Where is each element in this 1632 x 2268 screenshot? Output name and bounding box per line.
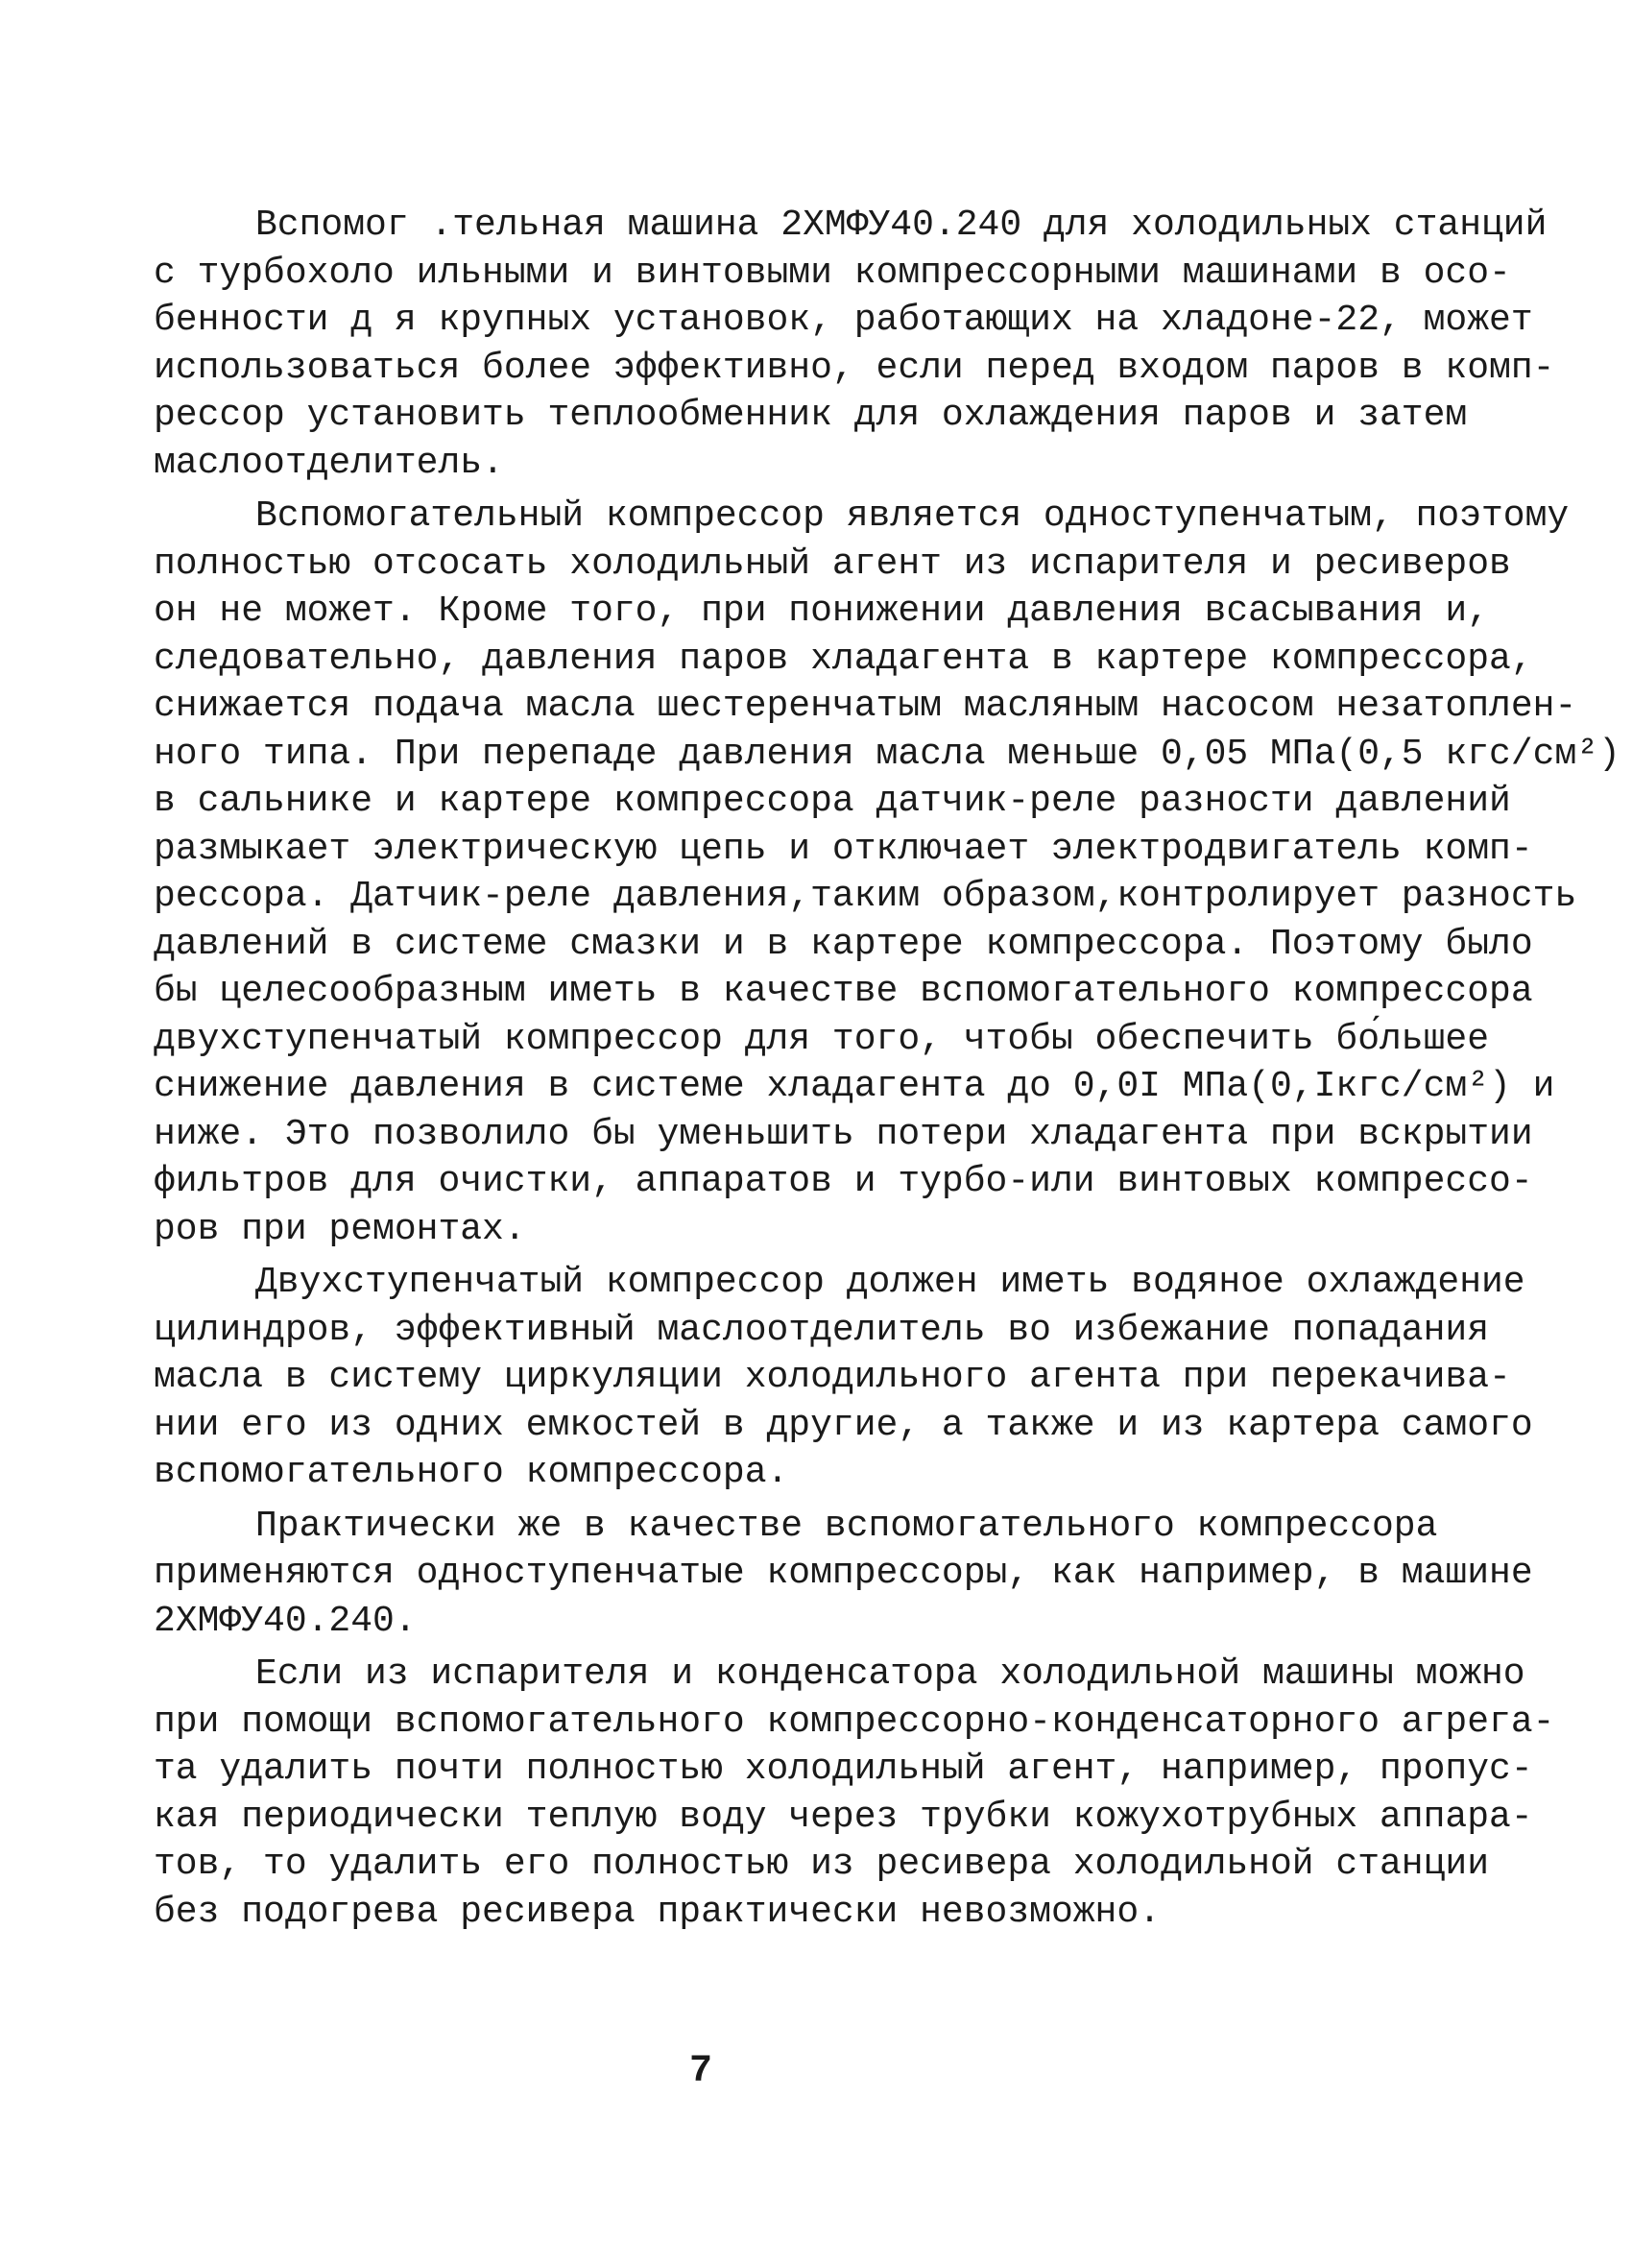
document-body [154,202,1620,1942]
text-line: в сальнике и картере компрессора датчик-реле разности давлений [154,781,1511,822]
paragraph [154,202,1555,487]
text-line: Двухступенчатый компрессор должен иметь водяное охлаждение [255,1262,1525,1303]
text-line: 2ХМФУ40.240. [154,1600,417,1642]
text-line: с турбохоло ильными и винтовыми компрессорными машинами в осо- [154,252,1511,294]
paragraph [154,1259,1533,1497]
text-line: нии его из одних емкостей в другие, а также и из картера самого [154,1404,1533,1446]
paragraph [154,1503,1533,1646]
text-line: кая периодически теплую воду через трубки кожухотрубных аппара- [154,1796,1533,1838]
text-line: масла в систему циркуляции холодильного агента при перекачива- [154,1357,1511,1398]
text-line: применяются одноступенчатые компрессоры, как например, в машине [154,1553,1533,1594]
text-line: полностью отсосать холодильный агент из испарителя и ресиверов [154,543,1511,585]
text-line: ров при ремонтах. [154,1208,526,1250]
text-line: без подогрева ресивера практически невозможно. [154,1891,1161,1933]
text-line: Вспомог .тельная машина 2ХМФУ40.240 для холодильных станций [255,205,1548,246]
paragraph [154,1651,1555,1936]
text-line: Если из испарителя и конденсатора холодильной машины можно [255,1653,1525,1695]
page-number: 7 [688,2050,712,2093]
text-line: ниже. Это позволило бы уменьшить потери хладагента при вскрытии [154,1113,1533,1155]
text-line: он не может. Кроме того, при понижении давления всасывания и, [154,591,1490,632]
text-line: та удалить почти полностью холодильный агент, например, пропус- [154,1749,1533,1790]
text-line: давлений в системе смазки и в картере компрессора. Поэтому было [154,923,1533,965]
text-line: снижается подача масла шестеренчатым масляным насосом незатоплен- [154,686,1577,727]
text-line: цилиндров, эффективный маслоотделитель во избежание попадания [154,1309,1490,1351]
text-line: рессора. Датчик-реле давления,таким образом,контролирует разность [154,876,1577,917]
text-line: следовательно, давления паров хладагента в картере компрессора, [154,638,1533,680]
paragraph [154,493,1620,1253]
text-line: Вспомогательный компрессор является одноступенчатым, поэтому [255,495,1570,537]
text-line: ного типа. При перепаде давления масла меньше 0,05 МПа(0,5 кгс/см²) [154,733,1620,775]
text-line: бенности д я крупных установок, работающих на хладоне-22, может [154,300,1533,341]
text-line: размыкает электрическую цепь и отключает электродвигатель комп- [154,828,1533,870]
text-line: бы целесообразным иметь в качестве вспомогательного компрессора [154,971,1533,1012]
text-line: маслоотделитель. [154,442,504,484]
text-line: Практически же в качестве вспомогательного компрессора [255,1505,1438,1547]
text-line: тов, то удалить его полностью из ресивера холодильной станции [154,1844,1490,1885]
text-line: снижение давления в системе хладагента до 0,0I МПа(0,Iкгс/см²) и [154,1066,1555,1107]
text-line: вспомогательного компрессора. [154,1452,789,1493]
text-line: фильтров для очистки, аппаратов и турбо-или винтовых компрессо- [154,1161,1533,1202]
text-line: использоваться более эффективно, если перед входом паров в комп- [154,347,1555,389]
text-line: рессор установить теплообменник для охлаждения паров и затем [154,395,1468,436]
text-line: при помощи вспомогательного компрессорно-конденсаторного агрега- [154,1701,1555,1743]
text-line: двухступенчатый компрессор для того, чтобы обеспечить бо́льшее [154,1018,1490,1060]
